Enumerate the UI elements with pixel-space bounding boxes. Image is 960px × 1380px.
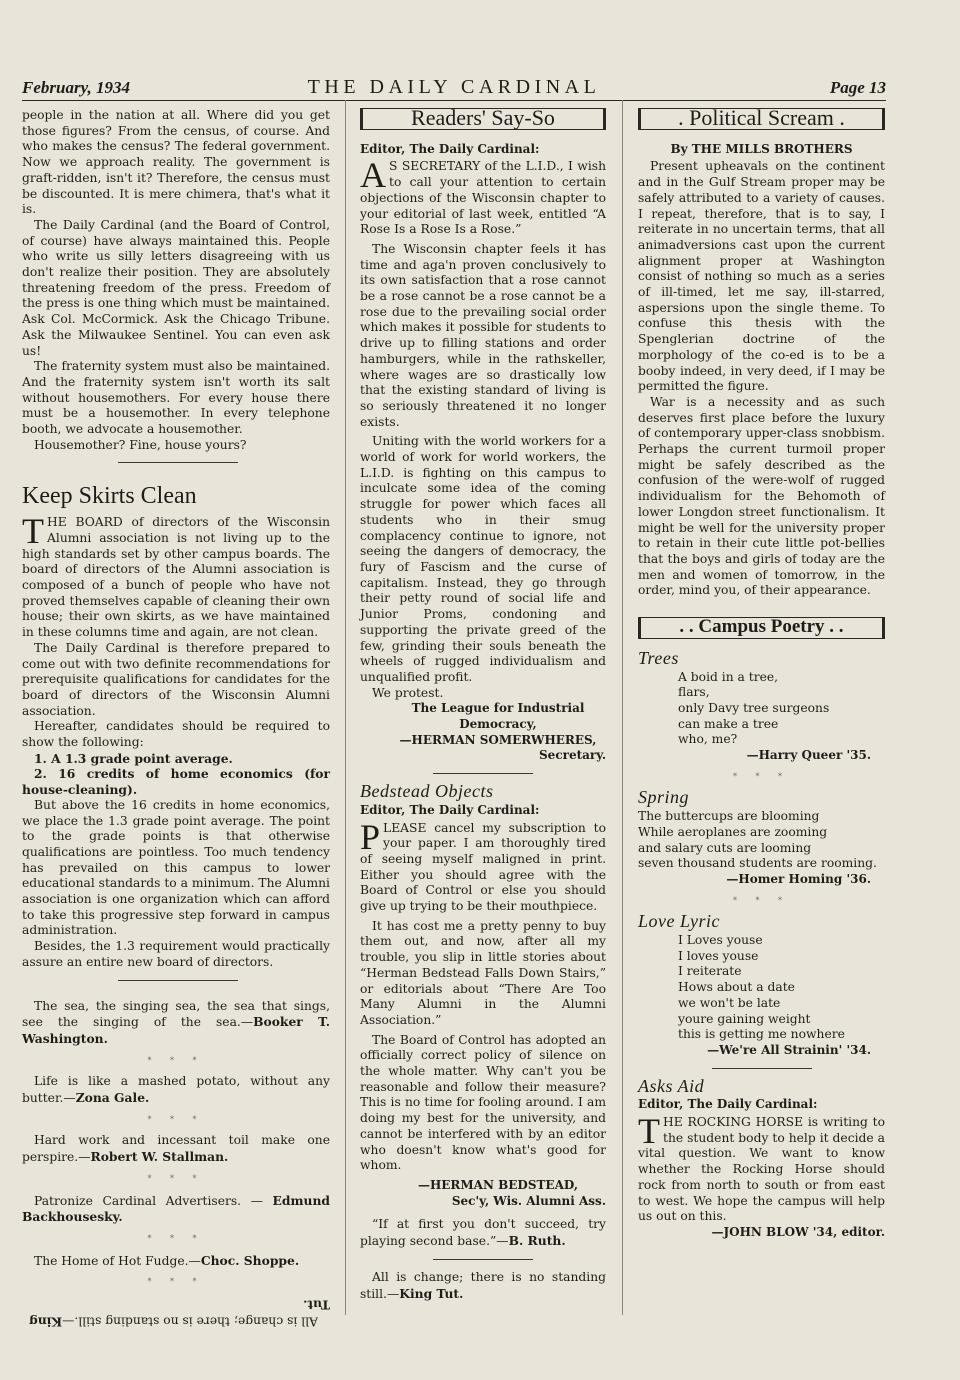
quote: Life is like a mashed potato, without any butter.—Zona Gale. <box>22 1074 330 1106</box>
salutation: Editor, The Daily Cardinal: <box>360 802 540 817</box>
page-number: Page 13 <box>829 78 886 97</box>
star-separator: * * * <box>147 1114 205 1124</box>
signature: —JOHN BLOW '34, editor. <box>711 1225 885 1239</box>
section-header: Readers' Say-So <box>360 108 606 130</box>
quote: “If at first you don't succeed, try playing second base.”—B. Ruth. <box>360 1217 606 1249</box>
quote: Patronize Cardinal Advertisers. — Edmund Backhousesky. <box>22 1192 330 1225</box>
quote: Hard work and incessant toil make one perspire.—Robert W. Stallman. <box>22 1133 330 1165</box>
section-header: . . Campus Poetry . . <box>638 617 885 639</box>
paragraph: The Wisconsin chapter feels it has time and aga'n proven conclusively to its own satisfaction that a rose cannot be a rose cannot be a rose cannot be a rose due to the prevailing social order which makes it possible for students to drive up to filling stations and order hamburgers, while in the rathskeller, where wages are so drastically low that the existing standard of living is so seriously threatened it no longer exists. <box>360 241 606 429</box>
paragraph: Besides, the 1.3 requirement would practically assure an entire new board of directors. <box>22 939 330 969</box>
poem-author: —We're All Strainin' '34. <box>707 1042 871 1057</box>
signature: Sec'y, Wis. Alumni Ass. <box>451 1193 606 1208</box>
section-divider <box>712 1068 812 1069</box>
column-right <box>638 105 885 1241</box>
column-left <box>22 108 330 1330</box>
list-item: 2. 16 credits of home economics (for house-cleaning). <box>22 766 330 798</box>
lead-text: HE BOARD of directors of the Wisconsin Alumni association is not living up to the high standards set by other campus boards. The board of directors of the Alumni association is composed of a bunch of people who have not proved themselves capable of cleaning their own house; their own skirts, as we have maintained in these columns time and again, are not clean. <box>22 515 330 640</box>
section-header: . Political Scream . <box>638 108 885 130</box>
column-rule <box>622 100 623 1315</box>
poem-title: Love Lyric <box>638 911 720 932</box>
signature: The League for Industrial <box>411 701 585 716</box>
drop-cap: T <box>638 1111 660 1152</box>
signature: —HERMAN BEDSTEAD, <box>417 1178 579 1192</box>
star-separator: * * * <box>732 895 791 905</box>
column-center <box>360 105 606 1302</box>
drop-cap: P <box>360 816 381 857</box>
paragraph: people in the nation at all. Where did you get those figures? From the census, of course. And who makes the census? The federal government. Now we approach reality. The government is graft-ridden, isn't it? Therefore, the census must be discounted. It is mere chimera, that's what it is. <box>22 108 330 217</box>
poem: A boid in a tree, flars, only Davy tree surgeons can make a tree who, me? <box>678 669 830 747</box>
section-divider <box>118 462 238 463</box>
paragraph: The Board of Control has adopted an officially correct policy of silence on the whole matter. Why can't you be reasonable and follow their measure? This is no time for fooling around. I am doing my best for the university, and cannot be interfered with by an editor who doesn't know what's good for whom. <box>360 1032 606 1173</box>
paragraph: Housemother? Fine, house yours? <box>34 437 247 452</box>
article-lead <box>22 511 330 641</box>
poem: The buttercups are blooming While aeroplanes are zooming and salary cuts are looming seven thousand students are rooming. <box>638 809 877 871</box>
paragraph: Present upheavals on the continent and in the Gulf Stream proper may be safely attributed to a variety of causes. I repeat, therefore, that is to say, I reiterate in no uncertain terms, that all animadversions cast upon the current alignment proper at Washington consist of nothing so much as a series of ill-timed, let me say, ill-starred, aspersions upon the single theme. To confuse this thesis with the Spenglerian doctrine of the morphology of the co-ed is to be a booby indeed, in very deed, if I may be permitted the figure. <box>638 159 885 394</box>
poem-author: —Harry Queer '35. <box>746 748 871 763</box>
paragraph: It has cost me a pretty penny to buy them out, and now, after all my trouble, you slip in little stories about “Herman Bedstead Falls Down Stairs,” or editorials about “There Are Too Many Alumni in the Alumni Association.” <box>360 918 606 1027</box>
newspaper-title: THE DAILY CARDINAL <box>307 76 601 98</box>
letter-lead <box>360 155 606 238</box>
paragraph: War is a necessity and as such deserves first place before the luxury of contemporary upper-class snobbism. Perhaps the current turmoil proper might be safely described as the confusion of the were-wolf of rugged individualism for the Behomoth of lower Longdon street functionalism. It might be well for the university proper to retain in their cute little pot-bellies that the boys and girls of today are the men and women of tomorrow, in the order, mind you, of their appearance. <box>638 394 885 598</box>
lead-text: LEASE cancel my subscription to your paper. I am thoroughly tired of seeing myself maligned in print. Either you should agree with the Board of Control or else you should give up trying to be their mouthpiece. <box>360 820 606 914</box>
poem-author: —Homer Homing '36. <box>726 871 871 886</box>
section-divider <box>433 773 533 774</box>
letter-headline: Bedstead Objects <box>360 781 494 802</box>
drop-cap: A <box>360 155 386 196</box>
paragraph: Uniting with the world workers for a world of work for world workers, the L.I.D. is fighting on this campus to inculcate some idea of the coming struggle for power which faces all students who in their smug complacency continue to ignore, not seeing the dangers of democracy, the fury of Fascism and the curse of capitalism. Instead, they go through their petty round of social life and Junior Proms, condoning and supporting the private greed of the few, grinding their souls beneath the wheels of rugged individualism and unqualified profit. <box>360 434 606 684</box>
list-item: 1. A 1.3 grade point average. <box>34 750 233 766</box>
quote: The sea, the singing sea, the sea that sings, see the singing of the sea.—Booker T. Washington. <box>22 998 330 1046</box>
lead-text: S SECRETARY of the L.I.D., I wish to call your attention to certain objections of the Wisconsin chapter to your editorial of last week, entitled “A Rose Is a Rose Is a Rose.” <box>360 159 606 237</box>
quote: All is change; there is no standing still.—King Tut. <box>360 1269 606 1301</box>
issue-date: February, 1934 <box>22 78 130 97</box>
paragraph: Hereafter, candidates should be required to show the following: <box>22 719 330 750</box>
letter-headline: Asks Aid <box>638 1075 705 1096</box>
salutation: Editor, The Daily Cardinal: <box>638 1097 818 1112</box>
paragraph: We protest. <box>372 685 444 700</box>
poem-title: Trees <box>638 647 679 668</box>
star-separator: * * * <box>147 1277 205 1287</box>
letter-lead <box>638 1111 885 1225</box>
signature: —HERMAN SOMERWHERES, <box>399 732 597 747</box>
paragraph: But above the 16 credits in home economics, we place the 1.3 grade point average. The point to the grade points is that otherwise qualifications are pointless. Too much tendency has prevailed on this campus to lower educational standards to a minimum. The Alumni association is one organization which can afford to take this progressive step forward in campus administration. <box>22 797 330 938</box>
star-separator: * * * <box>147 1234 205 1243</box>
byline: By THE MILLS BROTHERS <box>670 141 853 156</box>
article-headline: Keep Skirts Clean <box>22 483 197 510</box>
masthead <box>22 78 886 101</box>
signature: Democracy, <box>459 717 537 732</box>
paragraph: The Daily Cardinal (and the Board of Control, of course) have always maintained this. People who write us silly letters disagreeing with us don't realize their position. They are absolutely threatening freedom of the press. Freedom of the press is one thing which must be maintained. Ask Col. McCormick. Ask the Chicago Tribune. Ask the Milwaukee Sentinel. You can even ask us! <box>22 217 330 358</box>
salutation: Editor, The Daily Cardinal: <box>360 141 540 156</box>
star-separator: * * * <box>147 1173 205 1183</box>
lead-text: HE ROCKING HORSE is writing to the student body to help it decide a vital question. We want to know whether the Rocking Horse should rock from north to south or from east to west. We hope the campus will help us out on this. <box>638 1115 885 1224</box>
poem: I Loves youse I loves youse I reiterate Hows about a date we won't be late youre gaining weight this is getting me nowhere <box>678 933 845 1042</box>
section-divider <box>433 1259 533 1260</box>
star-separator: * * * <box>147 1055 205 1065</box>
drop-cap: T <box>22 511 44 552</box>
column-rule <box>345 100 346 1315</box>
paragraph: The Daily Cardinal is therefore prepared to come out with two definite recommendations for prerequisite qualifications for candidates for the board of directors of the Wisconsin Alumni association. <box>22 640 330 718</box>
paragraph: The fraternity system must also be maintained. And the fraternity system isn't worth its salt without housemothers. For every house there must be a housemother. In every telephone booth, we advocate a housemother. <box>22 359 330 437</box>
letter-lead <box>360 816 606 915</box>
star-separator: * * * <box>732 771 791 781</box>
section-divider <box>118 980 238 981</box>
signature: Secretary. <box>539 748 606 763</box>
poem-title: Spring <box>638 787 690 808</box>
upside-down-quote: All is change; there is no standing still.—King Tut. <box>29 1297 330 1330</box>
quote: The Home of Hot Fudge.—Choc. Shoppe. <box>34 1252 300 1268</box>
